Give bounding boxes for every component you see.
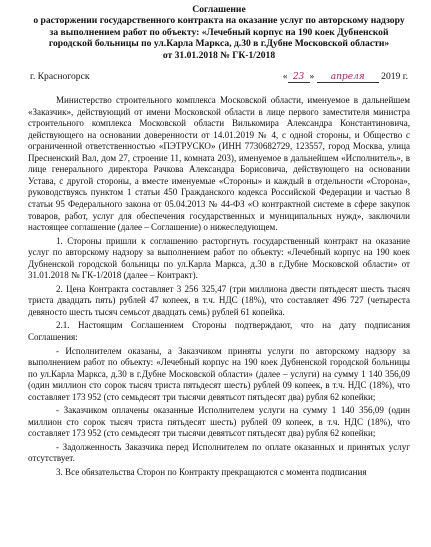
title-line: о расторжении государственного контракта на оказание услуг по авторскому надзору [33,15,405,27]
paragraph-1: 1. Стороны пришли к соглашению расторгнуть государственный контракт на оказание услуг по авторскому надзору за выполнением работ по объекту: «Лечебный корпус на 190 коек Дубненской городской больницы по ул.Карла Маркса, д.30 в г.Дубне Московской области» от 31.01.2018 № ГК-1/2018 (далее – Контракт). [28,235,410,281]
document-body [28,95,410,479]
title-line: городской больницы по ул.Карла Маркса, д.30 в г.Дубне Московской области» [48,38,390,50]
paragraph-2-1: 2.1. Настоящим Соглашением Стороны подтверждают, что на дату подписания Соглашения: [28,320,410,342]
paragraph-preamble: Министерство строительного комплекса Московской области, именуемое в дальнейшем «Заказчик», действующий от имени Московской области в лице первого заместителя министра строительного комплекса Московской области Вилькомира Александра Константиновича, действующего на основании доверенности от 14.01.2019 № 4, с одной стороны, и Общество с ограниченной ответственностью «ПЭТРУСКО» (ИНН 7730682729, 123557, город Москва, улица Пресненский Вал, дом 27, строение 11, комната 203), именуемое в дальнейшем «Исполнитель», в лице генерального директора Рачкова Александра Борисовича, действующего на основании Устава, с другой стороны, а вместе именуемые «Стороны» и каждый в отдельности «Сторона», руководствуясь пунктом 1 статьи 450 Гражданского кодекса Российской Федерации и частью 8 статьи 95 Федерального закона от 05.04.2013 № 44-ФЗ «О контрактной системе в сфере закупок товаров, работ, услуг для обеспечения государственных и муниципальных нужд», заключили настоящее соглашение (далее – Соглашение) о нижеследующем. [28,95,410,233]
document-page [28,4,410,481]
place-date-row [28,71,410,85]
title-line: от 31.01.2018 № ГК-1/2018 [162,49,276,61]
document-title [28,4,410,61]
paragraph-2: 2. Цена Контракта составляет 3 256 325,47 (три миллиона двести пятьдесят шесть тысяч триста двадцать пять) рублей 47 копеек, в т.ч. НДС (18%), что составляет 496 727 (четыреста девяносто шесть тысяч семьсот двадцать семь) рублей 61 копейка. [28,283,410,317]
list-item-services-provided: - Исполнителем оказаны, а Заказчиком приняты услуги по авторскому надзору за выполнением работ по объекту: «Лечебный корпус на 190 коек Дубненской городской больницы по ул.Карла Маркса, д.30 в г.Дубне Московской области» (далее – услуги) на сумму 1 140 356,09 (один миллион сто сорок тысяч триста пятьдесят шесть) рублей 09 копеек, в т.ч. НДС (18%), что составляет 173 952 (сто семьдесят три тысячи девятьсот пятьдесят два) рубля 62 копейки; [28,345,410,402]
title-line: за выполнением работ по объекту: «Лечебный корпус на 190 коек Дубненской [49,26,389,38]
date-year: 2019 г. [381,71,408,83]
handwritten-day: 23 [288,72,310,83]
signing-date [283,71,408,83]
date-open-quote: « [282,71,288,83]
list-item-services-paid: - Заказчиком оплачены оказанные Исполнителем услуги на сумму 1 140 356,09 (один миллион сто сорок тысяч триста пятьдесят шесть) рублей 09 копеек, в т.ч. НДС (18%), что составляет 173 952 (сто семьдесят три тысячи девятьсот пятьдесят два) рубля 62 копейки; [28,405,410,439]
date-close-quote: » [309,71,315,83]
title-line: Соглашение [192,4,246,15]
list-item-no-debt: - Задолженность Заказчика перед Исполнителем по оплате оказанных и принятых услуг отсутствует. [28,441,410,464]
handwritten-month: апреля [317,72,379,83]
paragraph-3: 3. Все обязательства Сторон по Контракту прекращаются с момента подписания [56,466,367,477]
signing-place: г. Красногорск [30,71,90,83]
